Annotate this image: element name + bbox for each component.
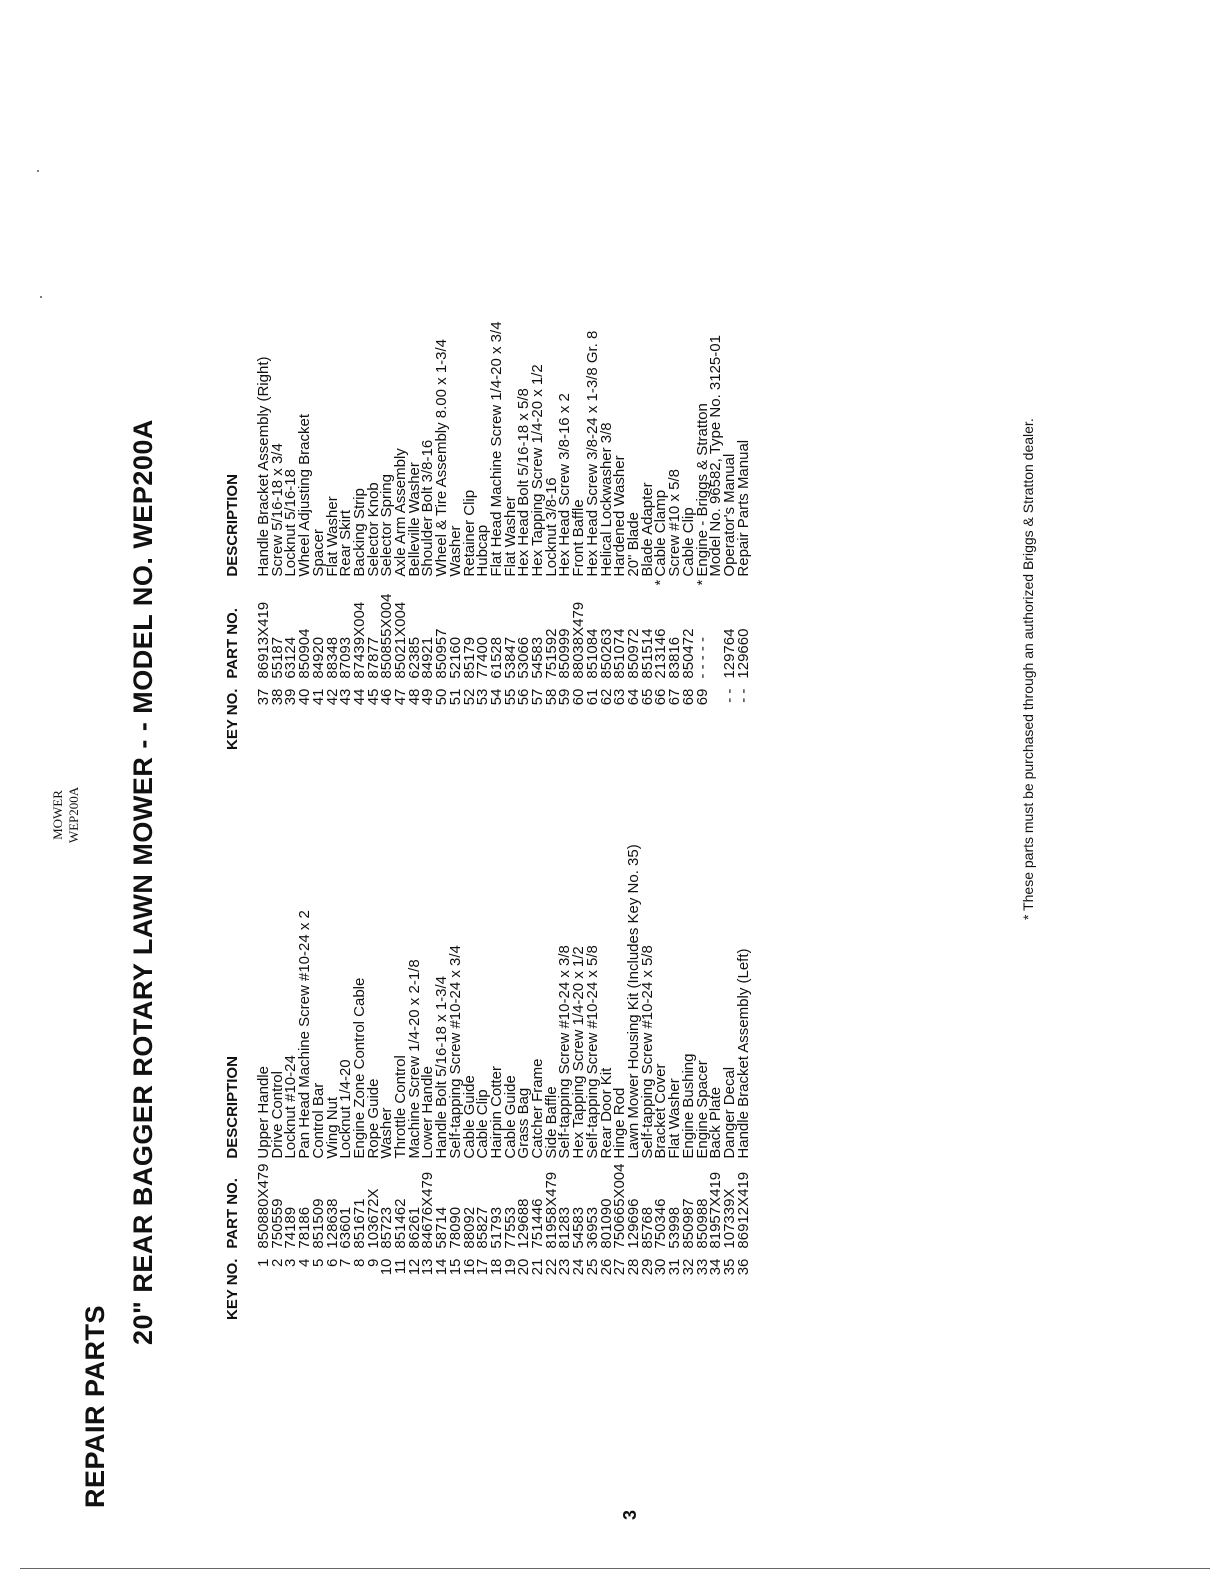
- part-no-cell: 53066: [515, 636, 533, 679]
- key-no-cell: 16: [460, 1258, 478, 1276]
- key-no-cell: 24: [570, 1258, 588, 1276]
- description-cell: Locknut #10-24: [282, 1055, 300, 1159]
- part-no-cell: 77400: [474, 636, 492, 679]
- key-no-cell: 25: [583, 1258, 601, 1276]
- description-cell: Washer: [446, 525, 464, 577]
- part-no-cell: 750346: [652, 1198, 670, 1249]
- description-cell: Operator's Manual: [720, 453, 738, 577]
- part-no-cell: 85768: [638, 1206, 656, 1249]
- description-cell: Hinge Rod: [611, 1087, 629, 1159]
- key-no-cell: 52: [460, 688, 478, 706]
- part-no-cell: 107339X: [720, 1188, 738, 1249]
- description-cell: Grass Bag: [515, 1087, 533, 1159]
- key-no-cell: 1: [255, 1258, 272, 1267]
- right-table-body: [257, 157, 750, 750]
- key-no-header: KEY NO.: [224, 1258, 241, 1320]
- key-no-cell: 14: [433, 1258, 451, 1276]
- description-cell: Wing Nut: [323, 1096, 341, 1159]
- description-cell: Flat Washer: [501, 496, 519, 577]
- description-cell: Washer: [378, 1107, 396, 1159]
- part-no-cell: 81957X419: [707, 1171, 725, 1249]
- key-no-cell: 65: [638, 688, 656, 706]
- key-no-cell: 31: [666, 1258, 684, 1276]
- description-cell: Handle Bracket Assembly (Left): [734, 948, 752, 1159]
- dealer-only-marker: [421, 577, 435, 589]
- key-no-cell: 18: [487, 1258, 505, 1276]
- part-no-cell: 61528: [487, 636, 505, 679]
- dealer-only-marker: [394, 577, 408, 589]
- dealer-only-marker: [380, 577, 394, 589]
- description-cell: Self-tapping Screw #10-24 x 5/8: [583, 945, 601, 1159]
- key-no-cell: 10: [378, 1258, 396, 1276]
- header-model-label: [50, 760, 82, 870]
- key-no-cell: 69: [693, 688, 711, 706]
- part-no-cell: 78186: [296, 1206, 314, 1249]
- right-parts-column: [225, 157, 750, 750]
- part-no-cell: 88092: [460, 1206, 478, 1249]
- part-no-cell: 54583: [570, 1206, 588, 1249]
- description-cell: Self-tapping Screw #10-24 x 5/8: [638, 945, 656, 1159]
- description-cell: Locknut 1/4-20: [337, 1059, 355, 1159]
- dealer-only-marker: [668, 577, 682, 589]
- dealer-only-marker: [531, 577, 545, 589]
- description-cell: Wheel & Tire Assembly 8.00 x 1-3/4: [433, 338, 451, 577]
- part-no-cell: 850263: [597, 628, 615, 679]
- part-no-cell: 128638: [323, 1198, 341, 1249]
- part-no-cell: 850904: [296, 628, 314, 679]
- description-cell: Model No. 96582, Type No. 3125-01: [707, 335, 725, 577]
- key-no-cell: 7: [337, 1258, 355, 1267]
- key-no-cell: 55: [501, 688, 519, 706]
- description-cell: Front Baffle: [570, 499, 588, 577]
- key-no-cell: 63: [611, 688, 629, 706]
- key-no-header: KEY NO.: [224, 688, 241, 750]
- part-no-cell: 851084: [583, 628, 601, 679]
- part-no-cell: 87877: [364, 636, 382, 679]
- description-cell: Danger Decal: [720, 1066, 738, 1159]
- part-no-cell: 103672X: [364, 1188, 382, 1249]
- key-no-cell: 12: [405, 1258, 423, 1276]
- part-no-cell: 850999: [556, 628, 574, 679]
- key-no-cell: 23: [556, 1258, 574, 1276]
- part-no-cell: 77553: [501, 1206, 519, 1249]
- description-cell: Cable Clip: [474, 1089, 492, 1159]
- right-parts-table: [225, 157, 750, 750]
- key-no-cell: 48: [405, 688, 423, 706]
- description-cell: Shoulder Bolt 3/8-16: [419, 439, 437, 577]
- part-no-cell: 850988: [693, 1198, 711, 1249]
- key-no-cell: 53: [474, 688, 492, 706]
- dealer-only-marker: [504, 577, 518, 589]
- dealer-only-marker: [271, 577, 285, 589]
- part-no-cell: 84676X479: [419, 1171, 437, 1249]
- key-no-cell: 54: [487, 688, 505, 706]
- star-column-header: [225, 577, 257, 589]
- part-no-cell: 85827: [474, 1206, 492, 1249]
- part-no-cell: 850987: [679, 1198, 697, 1249]
- key-no-cell: 29: [638, 1258, 656, 1276]
- key-no-cell: 45: [364, 688, 382, 706]
- part-no-cell: 36953: [583, 1206, 601, 1249]
- dealer-only-marker: [463, 577, 477, 589]
- key-no-cell: 38: [268, 688, 286, 706]
- description-cell: Screw #10 x 5/8: [666, 469, 684, 577]
- key-no-cell: 61: [583, 688, 601, 706]
- part-no-cell: 750665X004: [611, 1163, 629, 1249]
- description-cell: Self-tapping Screw #10-24 x 3/8: [556, 945, 574, 1159]
- part-no-cell: 85179: [460, 636, 478, 679]
- part-no-cell: 86261: [405, 1206, 423, 1249]
- key-no-cell: 17: [474, 1258, 492, 1276]
- table-header-row: [225, 157, 257, 750]
- key-no-cell: 28: [624, 1258, 642, 1276]
- part-no-header: PART NO.: [224, 608, 241, 679]
- scan-speck: [40, 296, 42, 298]
- key-no-cell: 8: [350, 1258, 368, 1267]
- part-no-cell: 85723: [378, 1206, 396, 1249]
- main-title: 20" REAR BAGGER ROTARY LAWN MOWER - - MODEL NO. WEP200A: [128, 419, 158, 1345]
- key-no-cell: 60: [570, 688, 588, 706]
- dealer-only-marker: [545, 577, 559, 589]
- header-line-1: MOWER: [50, 790, 65, 840]
- key-no-cell: 20: [515, 1258, 533, 1276]
- part-no-cell: 801090: [597, 1198, 615, 1249]
- dealer-only-marker: [572, 577, 586, 589]
- part-no-cell: 84921: [419, 636, 437, 679]
- description-cell: Drive Control: [268, 1071, 286, 1159]
- key-no-cell: 6: [323, 1258, 341, 1267]
- description-cell: Belleville Washer: [405, 462, 423, 577]
- part-no-cell: 850855X004: [378, 593, 396, 679]
- part-no-cell: 850957: [433, 628, 451, 679]
- dealer-only-marker: [435, 577, 449, 589]
- key-no-cell: 51: [446, 688, 464, 706]
- description-cell: Hex Tapping Screw 1/4-20 x 1/2: [570, 946, 588, 1159]
- section-title: REPAIR PARTS: [80, 1304, 110, 1508]
- page-number: 3: [620, 1509, 640, 1520]
- left-parts-table: [225, 739, 750, 1320]
- dealer-only-marker: [517, 577, 531, 589]
- description-cell: Axle Arm Assembly: [392, 448, 410, 577]
- key-no-cell: - -: [734, 688, 752, 703]
- description-cell: 20" Blade: [624, 512, 642, 577]
- scan-speck: [37, 170, 39, 172]
- description-cell: Self-tapping Screw #10-24 x 3/4: [446, 945, 464, 1159]
- key-no-cell: 41: [309, 688, 327, 706]
- description-cell: Hubcap: [474, 524, 492, 577]
- description-cell: Rear Skirt: [337, 509, 355, 577]
- key-no-cell: 39: [282, 688, 300, 706]
- left-table-body: [257, 739, 750, 1320]
- dealer-only-marker: [737, 577, 751, 589]
- key-no-cell: 33: [693, 1258, 711, 1276]
- description-cell: Flat Washer: [323, 496, 341, 577]
- description-header: DESCRIPTION: [224, 1056, 241, 1159]
- description-cell: Hex Tapping Screw 1/4-20 x 1/2: [529, 364, 547, 577]
- description-cell: Wheel Adjusting Bracket: [296, 414, 314, 577]
- key-no-cell: 66: [652, 688, 670, 706]
- dealer-only-marker: [586, 577, 600, 589]
- part-no-cell: 55187: [268, 636, 286, 679]
- part-no-cell: 53847: [501, 636, 519, 679]
- dealer-only-marker: [353, 577, 367, 589]
- dealer-only-marker: [284, 577, 298, 589]
- key-no-cell: 5: [309, 1258, 327, 1267]
- key-no-cell: 49: [419, 688, 437, 706]
- part-no-cell: 851509: [309, 1198, 327, 1249]
- key-no-cell: 56: [515, 688, 533, 706]
- dealer-only-marker: [627, 577, 641, 589]
- description-cell: Catcher Frame: [529, 1058, 547, 1159]
- key-no-cell: 50: [433, 688, 451, 706]
- dealer-only-marker: [312, 577, 326, 589]
- description-cell: Pan Head Machine Screw #10-24 x 2: [296, 910, 314, 1159]
- part-no-cell: 62385: [405, 636, 423, 679]
- part-no-cell: 54583: [529, 636, 547, 679]
- part-no-cell: 63601: [337, 1206, 355, 1249]
- description-cell: Cable Clamp: [652, 489, 670, 577]
- description-cell: Machine Screw 1/4-20 x 2-1/8: [405, 959, 423, 1159]
- description-cell: Blade Adapter: [638, 482, 656, 577]
- rotated-page: [50, 80, 1080, 1520]
- dealer-only-marker: *: [693, 579, 711, 586]
- description-cell: Lower Handle: [419, 1066, 437, 1159]
- key-no-cell: 11: [392, 1258, 410, 1275]
- part-no-cell: 129688: [515, 1198, 533, 1249]
- part-no-cell: 851074: [611, 628, 629, 679]
- description-cell: Hex Head Screw 3/8-16 x 2: [556, 393, 574, 577]
- part-no-cell: - - - - -: [693, 636, 711, 679]
- table-row: [737, 157, 751, 750]
- key-no-cell: 30: [652, 1258, 670, 1276]
- dealer-only-marker: [326, 577, 340, 589]
- part-no-header: PART NO.: [224, 1178, 241, 1249]
- dealer-only-marker: [408, 577, 422, 589]
- description-cell: Spacer: [309, 529, 327, 577]
- part-no-cell: 86913X419: [255, 601, 272, 679]
- key-no-cell: 58: [542, 688, 560, 706]
- header-line-2: WEP200A: [66, 786, 81, 844]
- left-parts-column: [225, 739, 750, 1320]
- part-no-cell: 83816: [666, 636, 684, 679]
- description-cell: Handle Bolt 5/16-18 x 1-3/4: [433, 975, 451, 1159]
- key-no-cell: 64: [624, 688, 642, 706]
- part-no-cell: 58714: [433, 1206, 451, 1249]
- key-no-cell: 22: [542, 1258, 560, 1276]
- part-no-cell: 129660: [734, 628, 752, 679]
- part-no-cell: 74189: [282, 1206, 300, 1249]
- key-no-cell: 43: [337, 688, 355, 706]
- dealer-only-marker: [367, 577, 381, 589]
- dealer-only-marker: [339, 577, 353, 589]
- part-no-cell: 750559: [268, 1198, 286, 1249]
- description-cell: Backing Strip: [350, 488, 368, 577]
- part-no-cell: 88038X479: [570, 601, 588, 679]
- description-cell: Cable Clip: [679, 507, 697, 577]
- part-no-cell: 86912X419: [734, 1171, 752, 1249]
- dealer-only-marker: [723, 577, 737, 589]
- description-cell: Flat Washer: [666, 1078, 684, 1159]
- key-no-cell: 32: [679, 1258, 697, 1276]
- part-no-cell: 129764: [720, 628, 738, 679]
- key-no-cell: 27: [611, 1258, 629, 1276]
- part-no-cell: 87439X004: [350, 601, 368, 679]
- dealer-only-marker: [257, 577, 271, 589]
- key-no-cell: 19: [501, 1258, 519, 1276]
- description-cell: Hex Head Screw 3/8-24 x 1-3/8 Gr. 8: [583, 330, 601, 577]
- key-no-cell: 67: [666, 688, 684, 706]
- part-no-cell: 52160: [446, 636, 464, 679]
- key-no-cell: 4: [296, 1258, 314, 1267]
- key-no-cell: 47: [392, 688, 410, 706]
- key-no-cell: 9: [364, 1258, 382, 1267]
- dealer-only-marker: [298, 577, 312, 589]
- description-cell: Engine Spacer: [693, 1060, 711, 1159]
- description-cell: Throttle Control: [392, 1055, 410, 1159]
- description-cell: Rope Guide: [364, 1078, 382, 1159]
- key-no-cell: 2: [268, 1258, 286, 1267]
- description-cell: Lawn Mower Housing Kit (Includes Key No. 35): [624, 844, 642, 1159]
- part-no-cell: 87093: [337, 636, 355, 679]
- bottom-rule: [20, 1568, 1210, 1569]
- description-header: DESCRIPTION: [224, 474, 241, 577]
- description-cell: Side Baffle: [542, 1086, 560, 1159]
- description-cell: Back Plate: [707, 1086, 725, 1159]
- key-no-cell: 42: [323, 688, 341, 706]
- description-cell: Cable Guide: [460, 1075, 478, 1159]
- key-no-cell: 3: [282, 1258, 300, 1267]
- key-no-cell: 35: [720, 1258, 738, 1276]
- part-no-cell: 81958X479: [542, 1171, 560, 1249]
- description-cell: Helical Lockwasher 3/8: [597, 422, 615, 577]
- part-no-cell: 81283: [556, 1206, 574, 1249]
- part-no-cell: 851514: [638, 628, 656, 679]
- dealer-only-marker: [476, 577, 490, 589]
- part-no-cell: 51793: [487, 1206, 505, 1249]
- key-no-cell: 57: [529, 688, 547, 706]
- dealer-only-marker: [600, 577, 614, 589]
- part-no-cell: 88348: [323, 636, 341, 679]
- description-cell: Handle Bracket Assembly (Right): [255, 356, 272, 577]
- key-no-cell: 62: [597, 688, 615, 706]
- description-cell: Locknut 3/8-16: [542, 477, 560, 577]
- part-no-cell: 851671: [350, 1198, 368, 1249]
- part-no-cell: 850972: [624, 628, 642, 679]
- key-no-cell: 13: [419, 1258, 437, 1276]
- dealer-only-marker: [709, 577, 723, 589]
- part-no-cell: 851462: [392, 1198, 410, 1249]
- description-cell: Rear Door Kit: [597, 1067, 615, 1159]
- part-no-cell: 213146: [652, 628, 670, 679]
- description-cell: Selector Spring: [378, 474, 396, 577]
- description-cell: Hex Head Bolt 5/16-18 x 5/8: [515, 388, 533, 577]
- key-no-cell: 40: [296, 688, 314, 706]
- description-cell: Upper Handle: [255, 1066, 272, 1159]
- key-no-cell: 15: [446, 1258, 464, 1276]
- description-cell: Repair Parts Manual: [734, 439, 752, 577]
- key-no-cell: 26: [597, 1258, 615, 1276]
- description-cell: Screw 5/16-18 x 3/4: [268, 443, 286, 577]
- part-no-cell: 129696: [624, 1198, 642, 1249]
- description-cell: Engine Bushing: [679, 1053, 697, 1159]
- part-no-cell: 84920: [309, 636, 327, 679]
- description-cell: Engine Zone Control Cable: [350, 977, 368, 1159]
- description-cell: Bracket Cover: [652, 1063, 670, 1159]
- footnote: * These parts must be purchased through an authorized Briggs & Stratton dealer.: [1020, 418, 1036, 920]
- description-cell: Hardened Washer: [611, 455, 629, 577]
- key-no-cell: 21: [529, 1258, 547, 1276]
- part-no-cell: 850472: [679, 628, 697, 679]
- part-no-cell: 85021X004: [392, 601, 410, 679]
- description-cell: Flat Head Machine Screw 1/4-20 x 3/4: [487, 321, 505, 577]
- description-cell: Locknut 5/16-18: [282, 469, 300, 577]
- dealer-only-marker: [490, 577, 504, 589]
- key-no-cell: 36: [734, 1258, 752, 1276]
- dealer-only-marker: *: [652, 579, 670, 586]
- dealer-only-marker: [558, 577, 572, 589]
- key-no-cell: - -: [720, 688, 738, 703]
- part-no-cell: 850880X479: [255, 1163, 272, 1249]
- description-cell: Hairpin Cotter: [487, 1066, 505, 1159]
- description-cell: Control Bar: [309, 1082, 327, 1159]
- table-row: [737, 739, 751, 1320]
- key-no-cell: 68: [679, 688, 697, 706]
- part-no-cell: 751446: [529, 1198, 547, 1249]
- description-cell: Retainer Clip: [460, 489, 478, 577]
- dealer-only-marker: [613, 577, 627, 589]
- description-cell: Cable Guide: [501, 1075, 519, 1159]
- description-cell: Engine - Briggs & Stratton: [693, 403, 711, 577]
- description-cell: Selector Knob: [364, 482, 382, 577]
- key-no-cell: 34: [707, 1258, 725, 1276]
- key-no-cell: 37: [255, 688, 272, 706]
- part-no-cell: 751592: [542, 628, 560, 679]
- key-no-cell: 44: [350, 688, 368, 706]
- dealer-only-marker: [449, 577, 463, 589]
- part-no-cell: 78090: [446, 1206, 464, 1249]
- part-no-cell: 63124: [282, 636, 300, 679]
- part-no-cell: 53998: [666, 1206, 684, 1249]
- key-no-cell: 46: [378, 688, 396, 706]
- table-header-row: [225, 739, 257, 1320]
- key-no-cell: 59: [556, 688, 574, 706]
